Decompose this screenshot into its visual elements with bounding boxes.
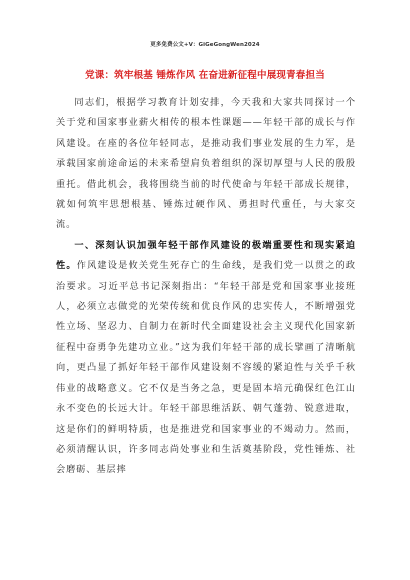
header-note: 更多免费公文+V：GiGeGongWen2024 (150, 42, 260, 48)
paragraph-text: 作风建设是攸关党生死存亡的生命线，是我们党一以贯之的政治要求。习近平总书记深刻指出：“年轻干部是党和国家事业接班人，必须立志做党的光荣传统和优良作风的忠实传人，不断增强党性立场、坚忍力、自制力在新时代全面建设社会主义现代化国家新征程中奋勇争先建功立业。”这为我们年轻干部的成长擘画了清晰航向，更凸显了抓好年轻干部作风建设刻不容缓的紧迫性与关乎千秋伟业的战略意义。它不仅是当务之急，更是固本培元确保红色江山永不变色的长远大计。年轻干部思维活跃、朝气蓬勃、锐意进取，这是你们的鲜明特质，也是推进党和国家事业的不竭动力。然而，必须清醒认识，许多同志尚处事业和生活奠基阶段，党性锤炼、社会磨砺、基层摔 (56, 260, 356, 476)
document-body (56, 93, 356, 481)
paragraph-text: 同志们，根据学习教育计划安排，今天我和大家共同探讨一个关于党和国家事业薪火相传的根本性课题——年轻干部的成长与作风建设。在座的各位年轻同志，是推动我们事业发展的生力军，是承载国家前途命运的未来希望肩负着组织的深切厚望与人民的殷殷重托。借此机会，我将围绕当前的时代使命与年轻干部成长规律，就如何筑牢思想根基、锤炼过硬作风、勇担时代重任，与大家交流。 (56, 97, 356, 231)
paragraph-section-one (56, 236, 356, 481)
paragraph-intro (56, 93, 356, 236)
section-heading: 一、深刻认识加强年轻干部作风建设的极端重要性和现实紧迫性。 (56, 239, 356, 272)
document-title: 党课：筑牢根基 锤炼作风 在奋进新征程中展现青春担当 (85, 70, 325, 81)
